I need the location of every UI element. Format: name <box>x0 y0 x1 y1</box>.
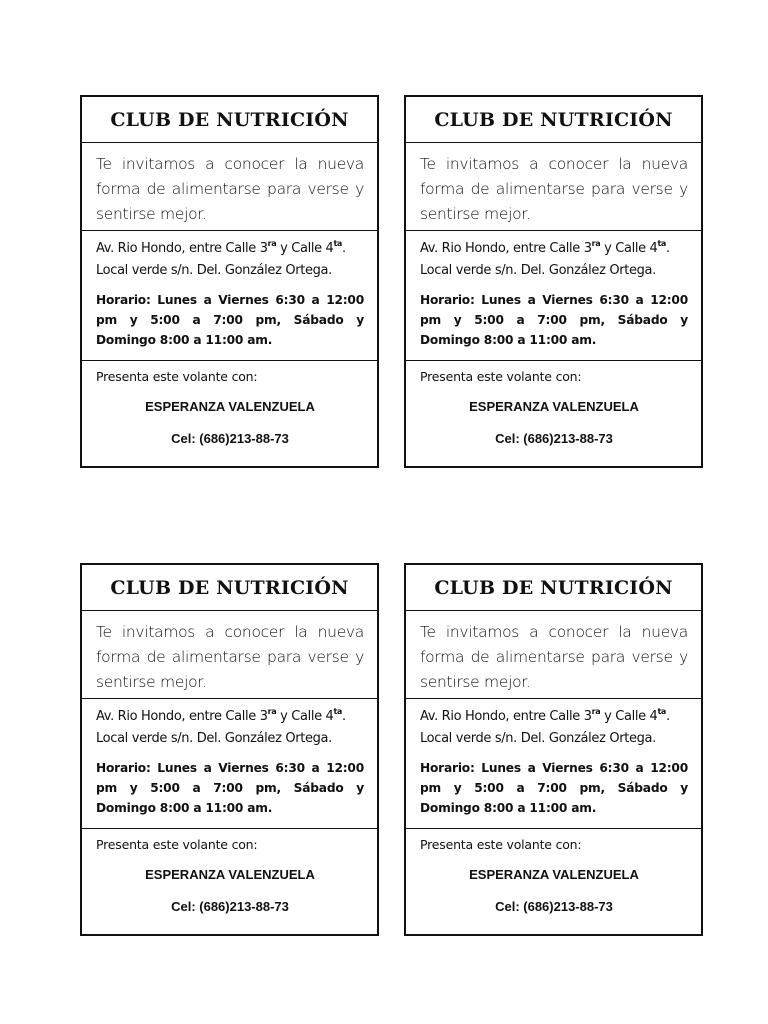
invitation-section <box>406 143 701 231</box>
address-part: . <box>665 709 670 724</box>
contact-phone: Cel: (686)213-88-73 <box>171 899 289 914</box>
flyer-card <box>404 563 703 936</box>
flyer-card <box>80 563 379 936</box>
flyer-card <box>404 95 703 468</box>
invitation-section <box>82 611 377 699</box>
address-line2: Local verde s/n. Del. González Ortega. <box>420 731 656 746</box>
contact-name: ESPERANZA VALENZUELA <box>469 399 639 414</box>
address-section <box>82 231 377 361</box>
address-section <box>406 231 701 361</box>
contact-section <box>406 829 701 916</box>
flyer-header <box>82 565 377 611</box>
flyer-header <box>82 97 377 143</box>
present-text: Presenta este volante con: <box>420 369 582 384</box>
address-part: . <box>341 709 346 724</box>
flyer-title: CLUB DE NUTRICIÓN <box>434 576 673 599</box>
address-superscript: ta <box>333 707 342 716</box>
address-line2: Local verde s/n. Del. González Ortega. <box>96 263 332 278</box>
schedule-text: Horario: Lunes a Viernes 6:30 a 12:00 pm y 5:00 a 7:00 pm, Sábado y Domingo 8:00 a 11:00 am. <box>96 761 364 815</box>
flyer-card <box>80 95 379 468</box>
address-part: y Calle 4 <box>276 709 334 724</box>
schedule-text: Horario: Lunes a Viernes 6:30 a 12:00 pm y 5:00 a 7:00 pm, Sábado y Domingo 8:00 a 11:00 am. <box>96 293 364 347</box>
address-text <box>96 238 364 282</box>
address-section <box>406 699 701 829</box>
schedule-text: Horario: Lunes a Viernes 6:30 a 12:00 pm y 5:00 a 7:00 pm, Sábado y Domingo 8:00 a 11:00 am. <box>420 293 688 347</box>
address-line2: Local verde s/n. Del. González Ortega. <box>420 263 656 278</box>
invitation-section <box>82 143 377 231</box>
address-part: y Calle 4 <box>600 241 658 256</box>
contact-name: ESPERANZA VALENZUELA <box>145 399 315 414</box>
contact-section <box>82 829 377 916</box>
address-superscript: ta <box>333 239 342 248</box>
address-part: y Calle 4 <box>600 709 658 724</box>
address-text <box>420 238 688 282</box>
flyer-header <box>406 565 701 611</box>
address-superscript: ta <box>657 707 666 716</box>
present-text: Presenta este volante con: <box>96 369 258 384</box>
address-superscript: ra <box>591 239 601 248</box>
flyer-title: CLUB DE NUTRICIÓN <box>110 108 349 131</box>
schedule-text: Horario: Lunes a Viernes 6:30 a 12:00 pm y 5:00 a 7:00 pm, Sábado y Domingo 8:00 a 11:00 am. <box>420 761 688 815</box>
contact-name: ESPERANZA VALENZUELA <box>145 867 315 882</box>
contact-section <box>82 361 377 448</box>
address-part: Av. Rio Hondo, entre Calle 3 <box>420 241 592 256</box>
contact-section <box>406 361 701 448</box>
address-superscript: ra <box>591 707 601 716</box>
address-part: Av. Rio Hondo, entre Calle 3 <box>96 709 268 724</box>
flyer-header <box>406 97 701 143</box>
invitation-text: Te invitamos a conocer la nueva forma de alimentarse para verse y sentirse mejor. <box>96 155 364 223</box>
present-text: Presenta este volante con: <box>96 837 258 852</box>
contact-name: ESPERANZA VALENZUELA <box>469 867 639 882</box>
flyer-title: CLUB DE NUTRICIÓN <box>434 108 673 131</box>
flyer-title: CLUB DE NUTRICIÓN <box>110 576 349 599</box>
invitation-section <box>406 611 701 699</box>
address-text <box>420 706 688 750</box>
address-superscript: ra <box>267 707 277 716</box>
contact-phone: Cel: (686)213-88-73 <box>171 431 289 446</box>
contact-phone: Cel: (686)213-88-73 <box>495 899 613 914</box>
present-text: Presenta este volante con: <box>420 837 582 852</box>
address-part: y Calle 4 <box>276 241 334 256</box>
address-text <box>96 706 364 750</box>
invitation-text: Te invitamos a conocer la nueva forma de alimentarse para verse y sentirse mejor. <box>420 155 688 223</box>
address-part: Av. Rio Hondo, entre Calle 3 <box>420 709 592 724</box>
invitation-text: Te invitamos a conocer la nueva forma de alimentarse para verse y sentirse mejor. <box>96 623 364 691</box>
address-part: . <box>341 241 346 256</box>
address-line2: Local verde s/n. Del. González Ortega. <box>96 731 332 746</box>
address-section <box>82 699 377 829</box>
contact-phone: Cel: (686)213-88-73 <box>495 431 613 446</box>
address-part: Av. Rio Hondo, entre Calle 3 <box>96 241 268 256</box>
address-superscript: ta <box>657 239 666 248</box>
address-part: . <box>665 241 670 256</box>
address-superscript: ra <box>267 239 277 248</box>
invitation-text: Te invitamos a conocer la nueva forma de alimentarse para verse y sentirse mejor. <box>420 623 688 691</box>
